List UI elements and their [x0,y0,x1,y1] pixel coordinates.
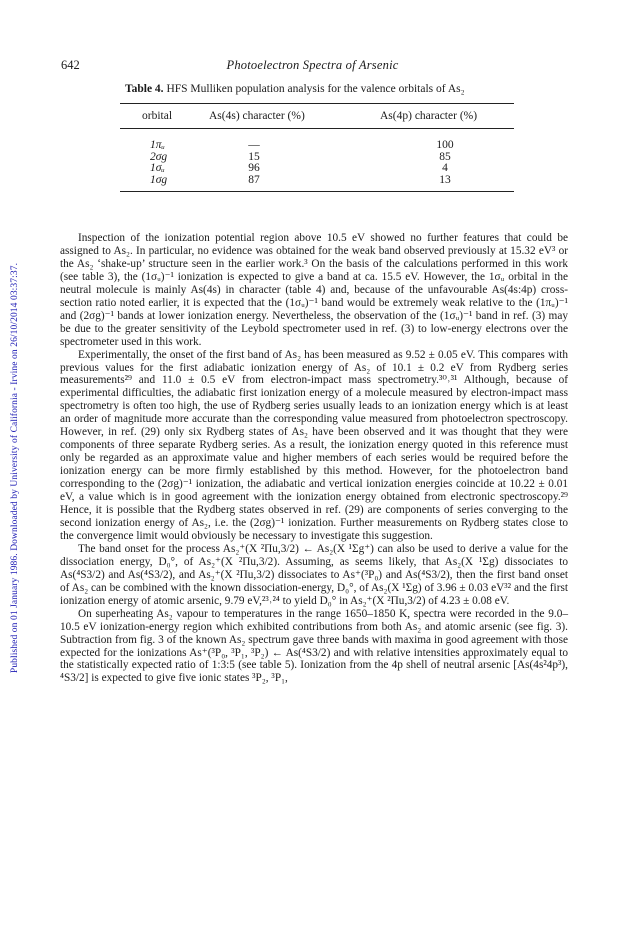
paragraph: Inspection of the ionization potential region above 10.5 eV showed no further features that could be assigned to As₂. In particular, no evidence was obtained for the weak band observed previously at 15.32 eV³ or the As₂ ‘shake-up’ structure seen in the earlier work.³ On the basis of the calculations performed in this work (see table 3), the (1σᵤ)⁻¹ ionization is expected to give a band at ca. 15.5 eV. However, the 1σᵤ orbital in the neutral molecule is mainly As(4s) in character (table 4) and, because of the unfavourable As(4s:4p) cross-section ratio noted earlier, it is expected that the (1σᵤ)⁻¹ band would be extremely weak relative to the (1πᵤ)⁻¹ and (2σg)⁻¹ bands at lower ionization energy. Nevertheless, the observation of the (1σᵤ)⁻¹ band in ref. (3) may be due to the greater sensitivity of the Leybold spectrometer used in ref. (3) to low-energy electrons over the spectrometer used in this work. [60,232,568,348]
table-header-row [120,104,514,129]
orbital-cell: 1σᵤ [150,162,165,174]
s-character-cell: 96 [248,162,260,174]
orbital-cell: 1σg [150,173,168,186]
s-character-cell: 87 [248,173,260,186]
col-header-4s: As(4s) character (%) [209,110,305,122]
p-character-cell: 13 [439,173,451,186]
table-caption [125,83,465,95]
page-number: 642 [61,58,80,72]
table-row [120,151,514,163]
orbital-cell: 2σg [150,150,168,163]
col-header-orbital: orbital [142,110,173,122]
p-character-cell: 4 [442,162,448,174]
paragraph: On superheating As₂ vapour to temperatures in the range 1650–1850 K, spectra were recorded in the 9.0–10.5 eV ionization-energy region which exhibited contributions from both As₂ and atomic arsenic (see fig. 3). Subtraction from fig. 3 of the known As₂ spectrum gave three bands with maxima in good agreement with those expected for the ionizations As⁺(³P₀, ³P₁, ³P₂) ← As(⁴S3/2) and with relative intensities approximately equal to the statistically expected ratio of 1:3:5 (see table 5). Ionization from the 4p shell of neutral arsenic [As(4s²4p³), ⁴S3/2] is expected to give five ionic states ³P₂, ³P₁, [60,607,568,685]
table-caption-text: HFS Mulliken population analysis for the valence orbitals of As₂ [166,83,465,95]
running-title: Photoelectron Spectra of Arsenic [226,58,399,72]
s-character-cell: — [248,139,260,151]
orbital-cell: 1πᵤ [150,139,165,151]
col-header-4p: As(4p) character (%) [380,110,478,122]
table-row [120,174,514,186]
table-body [120,129,514,191]
p-character-cell: 100 [436,139,454,151]
download-provenance-note: Published on 01 January 1986. Downloaded by University of California - Irvine on 26/10/2014 03:37:37. [10,262,20,674]
table-caption-label: Table 4. [125,83,164,95]
paragraph: The band onset for the process As₂⁺(X ²Πu,3/2) ← As₂(X ¹Σg⁺) can also be used to derive a value for the dissociation energy, D₀°, of As₂⁺(X ²Πu,3/2). Assuming, as seems likely, that As₂(X ¹Σg) dissociates to As(⁴S3/2) and As(⁴S3/2), and As₂⁺(X ²Πu,3/2) dissociates to As⁺(³P₀) and As(⁴S3/2), then the first band onset of As₂ can be combined with the known dissociation-energy, D₀°, of As₂(X ¹Σg) of 3.96 ± 0.03 eV³² and the first ionization energy of atomic arsenic, 9.79 eV,²³˒²⁴ to yield D₀° in As₂⁺(X ²Πu,3/2) of 4.23 ± 0.08 eV. [60,542,568,607]
paragraph: Experimentally, the onset of the first band of As₂ has been measured as 9.52 ± 0.05 eV. This compares with previous values for the first adiabatic ionization energy of As₂ of 10.1 ± 0.2 eV from Rydberg series measurements²⁹ and 11.0 ± 0.5 eV from electron-impact mass spectrometry.³⁰˒³¹ Although, because of experimental difficulties, the adiabatic first ionization energy of a molecule measured by electron-impact mass spectrometry is often too high, the use of Rydberg series usually leads to an ionization energy which is at least an order of magnitude more accurate than the corresponding value measured from photoelectron spectroscopy. However, in ref. (29) only six Rydberg states of As₂ have been observed and it was thought that they were components of three separate Rydberg series. As a result, the ionization energy quoted in this reference must only be regarded as an approximate value and higher members of each series would be required before the ionization energy can be more firmly established by this method. However, for the photoelectron band corresponding to the (2σg)⁻¹ ionization, the adiabatic and vertical ionization energies coincide at 10.22 ± 0.01 eV, a value which is in good agreement with the ionization energy obtained from electronic spectroscopy.²⁹ Hence, it is possible that the Rydberg states observed in ref. (29) are components of series converging to the second ionization energy of As₂, i.e. the (2σg)⁻¹ ionization. Further measurements on Rydberg states close to the convergence limit would obviously be necessary to investigate this suggestion. [60,348,568,542]
s-character-cell: 15 [248,150,260,163]
table-row [120,139,514,151]
body-text [60,232,568,685]
p-character-cell: 85 [439,150,451,163]
table-row [120,162,514,174]
population-table [120,103,514,192]
